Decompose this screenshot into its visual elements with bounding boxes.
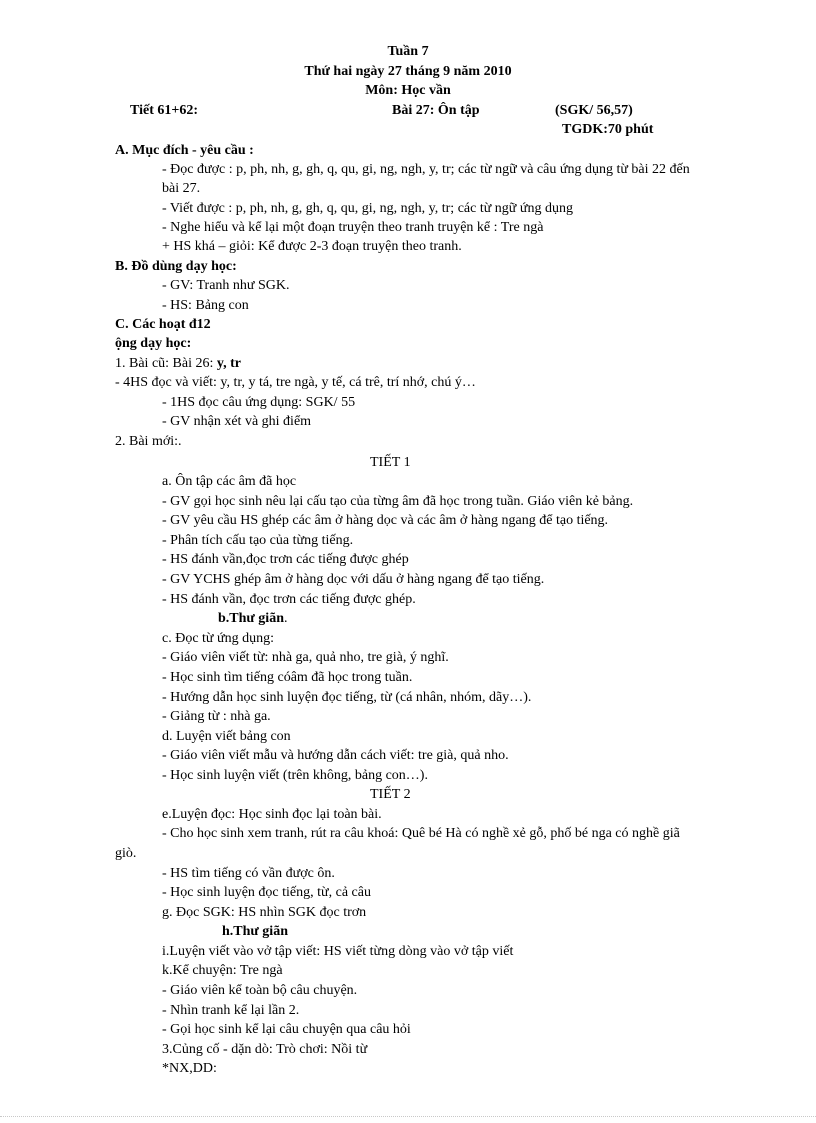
tiet-2-line: - Cho học sinh xem tranh, rút ra câu khoá: Quê bé Hà có nghề xẻ gỗ, phố bé nga có nghề giã: [162, 826, 680, 841]
section-c-title: C. Các hoạt đ12: [115, 317, 211, 332]
tiet-1-line: - HS đánh vần, đọc trơn các tiếng được ghép.: [162, 592, 416, 607]
tiet-2-line: *NX,DD:: [162, 1061, 217, 1076]
section-a-line: - Nghe hiểu và kể lại một đoạn truyện theo tranh truyện kể : Tre ngà: [162, 220, 544, 235]
subject-line: Môn: Học vần: [365, 83, 451, 98]
old-lesson-line: [115, 354, 241, 373]
section-a-line: - Viết được : p, ph, nh, g, gh, q, qu, gi, ng, ngh, y, tr; các từ ngữ ứng dụng: [162, 201, 573, 216]
tiet-2-line: - Giáo viên kể toàn bộ câu chuyện.: [162, 983, 358, 998]
tiet-2-line: - Học sinh luyện đọc tiếng, từ, cả câu: [162, 885, 371, 900]
tiet-1-line: - Hướng dẫn học sinh luyện đọc tiếng, từ (cá nhân, nhóm, dãy…).: [162, 690, 532, 705]
break-bold: b.Thư giãn: [218, 611, 284, 626]
section-a-line: bài 27.: [162, 181, 201, 196]
tiet-1-break: [218, 609, 288, 628]
new-lesson-heading: 2. Bài mới:.: [115, 434, 182, 449]
tiet-1-line: - GV yêu cầu HS ghép các âm ở hàng dọc và các âm ở hàng ngang để tạo tiếng.: [162, 513, 609, 528]
tiet-1-line: d. Luyện viết bảng con: [162, 729, 291, 744]
lesson-title: Bài 27: Ôn tập: [392, 103, 480, 118]
tiet-2-line: 3.Củng cố - dặn dò: Trò chơi: Nồi từ: [162, 1042, 368, 1057]
old-lesson-detail: - 1HS đọc câu ứng dụng: SGK/ 55: [162, 395, 356, 410]
tiet-1-line: - Giáo viên viết từ: nhà ga, quả nho, tre già, ý nghĩ.: [162, 650, 449, 665]
tiet-1-line: - HS đánh vần,đọc trơn các tiếng được ghép: [162, 552, 409, 567]
section-a-line: + HS khá – giỏi: Kể được 2-3 đoạn truyện theo tranh.: [162, 239, 462, 254]
tiet-1-line: - Phân tích cấu tạo của từng tiếng.: [162, 533, 354, 548]
date-line: Thứ hai ngày 27 tháng 9 năm 2010: [304, 64, 512, 79]
tiet-2-line: k.Kể chuyện: Tre ngà: [162, 963, 283, 978]
break-tail: .: [284, 611, 288, 626]
time-estimate: TGDK:70 phút: [562, 122, 654, 137]
section-a-title: A. Mục đích - yêu cầu :: [115, 143, 254, 158]
tiet-2-line: giò.: [115, 846, 137, 861]
old-lesson-bold: y, tr: [216, 356, 241, 371]
tiet-1-line: - Học sinh tìm tiếng cóâm đã học trong tuần.: [162, 670, 413, 685]
week-title: Tuần 7: [387, 44, 429, 59]
tiet-1-line: - Giáo viên viết mẫu và hướng dẫn cách viết: tre già, quả nho.: [162, 748, 509, 763]
sgk-reference: (SGK/ 56,57): [555, 103, 633, 118]
tiet-2-line: - Nhìn tranh kể lại lần 2.: [162, 1003, 300, 1018]
tiet-2-line: - Gọi học sinh kể lại câu chuyện qua câu hỏi: [162, 1022, 411, 1037]
tiet-2-line: i.Luyện viết vào vở tập viết: HS viết từng dòng vào vở tập viết: [162, 944, 514, 959]
tiet-2-line: - HS tìm tiếng có vần được ôn.: [162, 866, 335, 881]
tiet-1-line: - Giảng từ : nhà ga.: [162, 709, 271, 724]
tiet-1-line: a. Ôn tập các âm đã học: [162, 474, 297, 489]
tiet-1-line: c. Đọc từ ứng dụng:: [162, 631, 274, 646]
section-b-line: - HS: Bảng con: [162, 298, 249, 313]
section-a-line: - Đọc được : p, ph, nh, g, gh, q, qu, gi, ng, ngh, y, tr; các từ ngữ và câu ứng dụng từ bài 22 đến: [162, 162, 690, 177]
tiet-2-break: h.Thư giãn: [222, 924, 288, 939]
tiet-2-line: e.Luyện đọc: Học sinh đọc lại toàn bài.: [162, 807, 382, 822]
tiet-2-line: g. Đọc SGK: HS nhìn SGK đọc trơn: [162, 905, 367, 920]
old-lesson-detail: - 4HS đọc và viết: y, tr, y tá, tre ngà, y tế, cá trê, trí nhớ, chú ý…: [115, 375, 476, 390]
old-lesson-prefix: 1. Bài cũ: Bài 26:: [115, 356, 217, 371]
page-bottom-border: [0, 1116, 816, 1117]
section-c-title-cont: ộng dạy học:: [115, 336, 192, 351]
period-label: Tiết 61+62:: [130, 103, 198, 118]
tiet-1-line: - GV gọi học sinh nêu lại cấu tạo của từng âm đã học trong tuần. Giáo viên kẻ bảng.: [162, 494, 634, 509]
tiet-2-title: TIẾT 2: [370, 787, 411, 802]
section-b-title: B. Đồ dùng dạy học:: [115, 259, 237, 274]
old-lesson-detail: - GV nhận xét và ghi điểm: [162, 414, 312, 429]
section-b-line: - GV: Tranh như SGK.: [162, 278, 290, 293]
tiet-1-title: TIẾT 1: [370, 455, 411, 470]
tiet-1-line: - Học sinh luyện viết (trên không, bảng con…).: [162, 768, 428, 783]
tiet-1-line: - GV YCHS ghép âm ở hàng dọc với dấu ở hàng ngang để tạo tiếng.: [162, 572, 545, 587]
